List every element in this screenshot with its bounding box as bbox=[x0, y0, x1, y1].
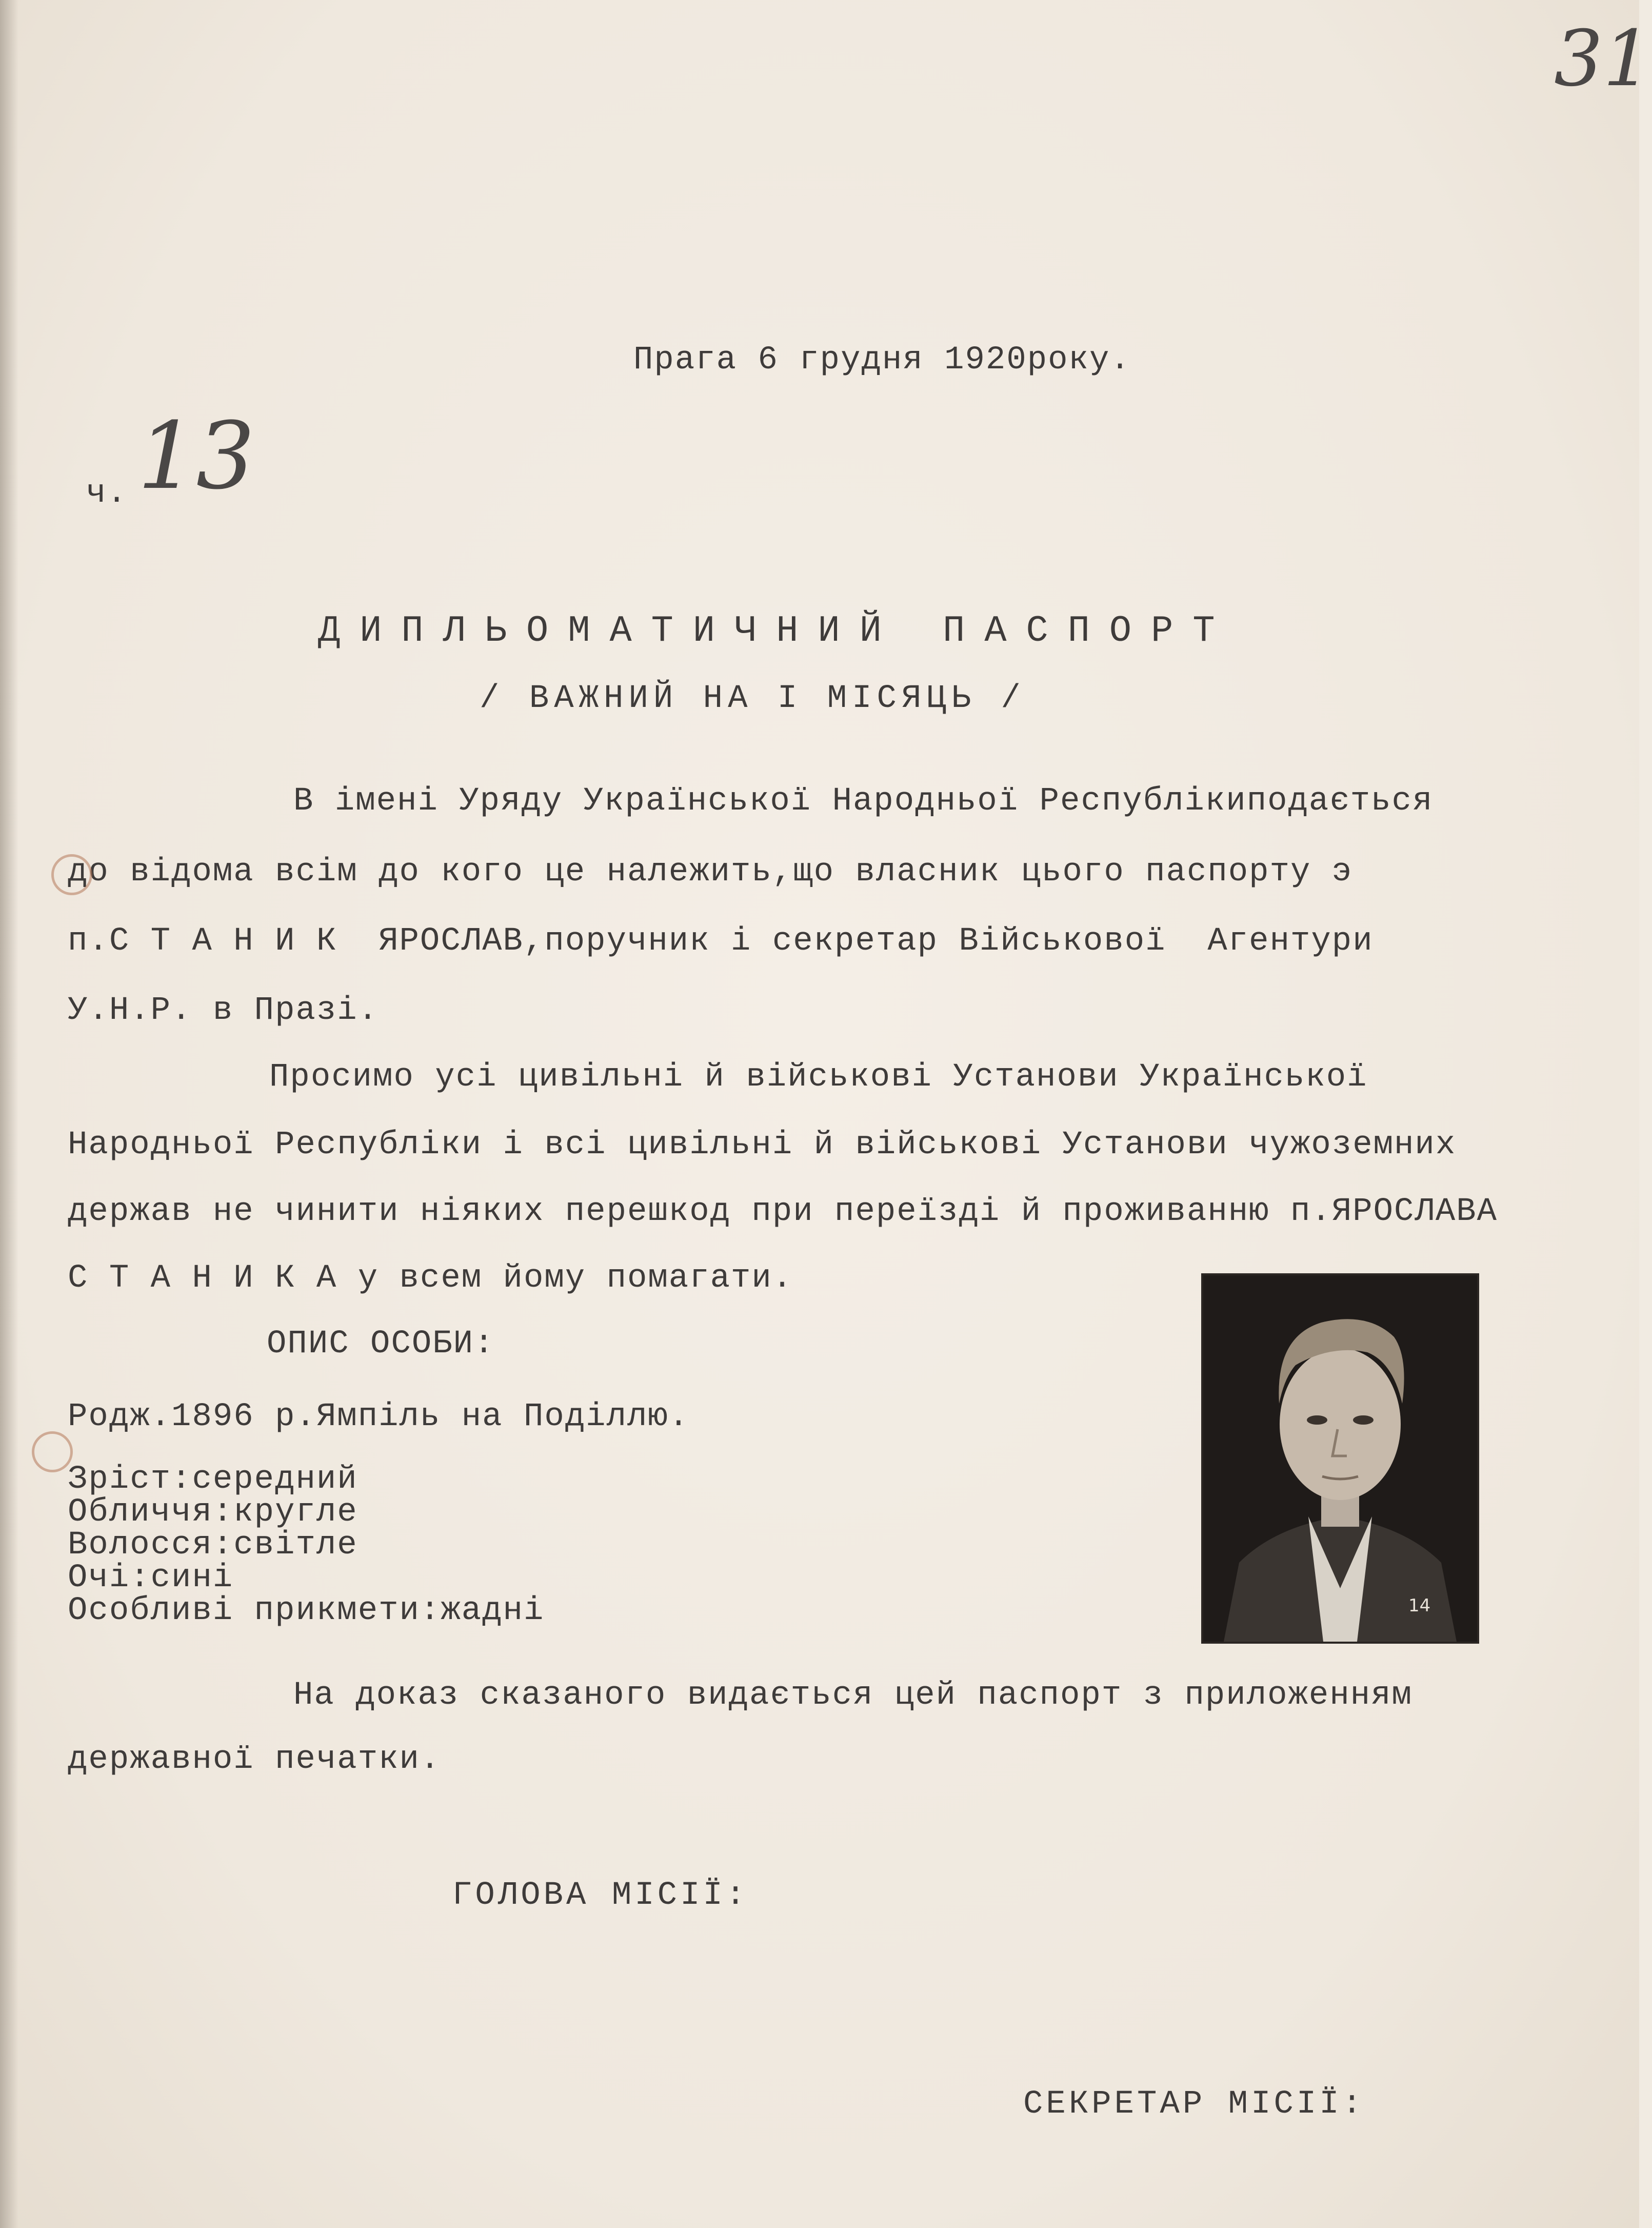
date-line: Прага 6 грудня 1920року. bbox=[633, 342, 1131, 379]
p1-line1: В імені Уряду Української Народньої Республікиподається bbox=[293, 783, 1434, 820]
collar-mark: 14 bbox=[1408, 1595, 1431, 1616]
description-item: Волосся:світле bbox=[68, 1527, 358, 1564]
page-number: 31 bbox=[1554, 14, 1652, 104]
closing-line2: державної печатки. bbox=[68, 1741, 441, 1778]
closing-line1: На доказ сказаного видається цей паспорт з приложенням bbox=[293, 1677, 1412, 1714]
p2-line4: С Т А Н И К А у всем йому помагати. bbox=[68, 1260, 793, 1297]
portrait-photo bbox=[1201, 1273, 1479, 1644]
rust-stain bbox=[51, 854, 92, 895]
p2-line2: Народньої Республіки і всі цивільні й військові Установи чужоземних bbox=[68, 1127, 1457, 1164]
description-item: Очі:сині bbox=[68, 1560, 234, 1596]
portrait-drawing bbox=[1203, 1275, 1477, 1642]
description-item: Зріст:середний bbox=[68, 1461, 358, 1498]
description-item: Особливі прикмети:жадні bbox=[68, 1592, 545, 1629]
p2-line1: Просимо усі цивільні й військові Установи Української bbox=[269, 1059, 1368, 1096]
head-signature-label: ГОЛОВА МІСІЇ: bbox=[452, 1877, 749, 1914]
p1-line3: п.С Т А Н И К ЯРОСЛАВ,поручник і секретар Військової Агентури bbox=[68, 923, 1374, 960]
description-born: Родж.1896 р.Ямпіль на Поділлю. bbox=[68, 1398, 690, 1435]
document-number: 13 bbox=[137, 403, 255, 510]
binding-shadow bbox=[0, 0, 18, 2228]
description-heading: ОПИС ОСОБИ: bbox=[267, 1326, 495, 1363]
p2-line3: держав не чинити ніяких перешкод при переїзді й проживанню п.ЯРОСЛАВА bbox=[68, 1193, 1498, 1230]
document-title: ДИПЛЬОМАТИЧНИЙ ПАСПОРТ bbox=[318, 610, 1235, 652]
secretary-signature-label: СЕКРЕТАР МІСІЇ: bbox=[1023, 2086, 1365, 2123]
document-subtitle: / ВАЖНИЙ НА І МІСЯЦЬ / bbox=[480, 680, 1026, 717]
p1-line2: до відома всім до кого це належить,що власник цього паспорту э bbox=[68, 854, 1353, 891]
description-item: Обличчя:кругле bbox=[68, 1494, 358, 1531]
p1-line4: У.Н.Р. в Празі. bbox=[68, 992, 379, 1029]
number-prefix: ч. bbox=[86, 475, 128, 512]
rust-stain bbox=[32, 1431, 73, 1472]
